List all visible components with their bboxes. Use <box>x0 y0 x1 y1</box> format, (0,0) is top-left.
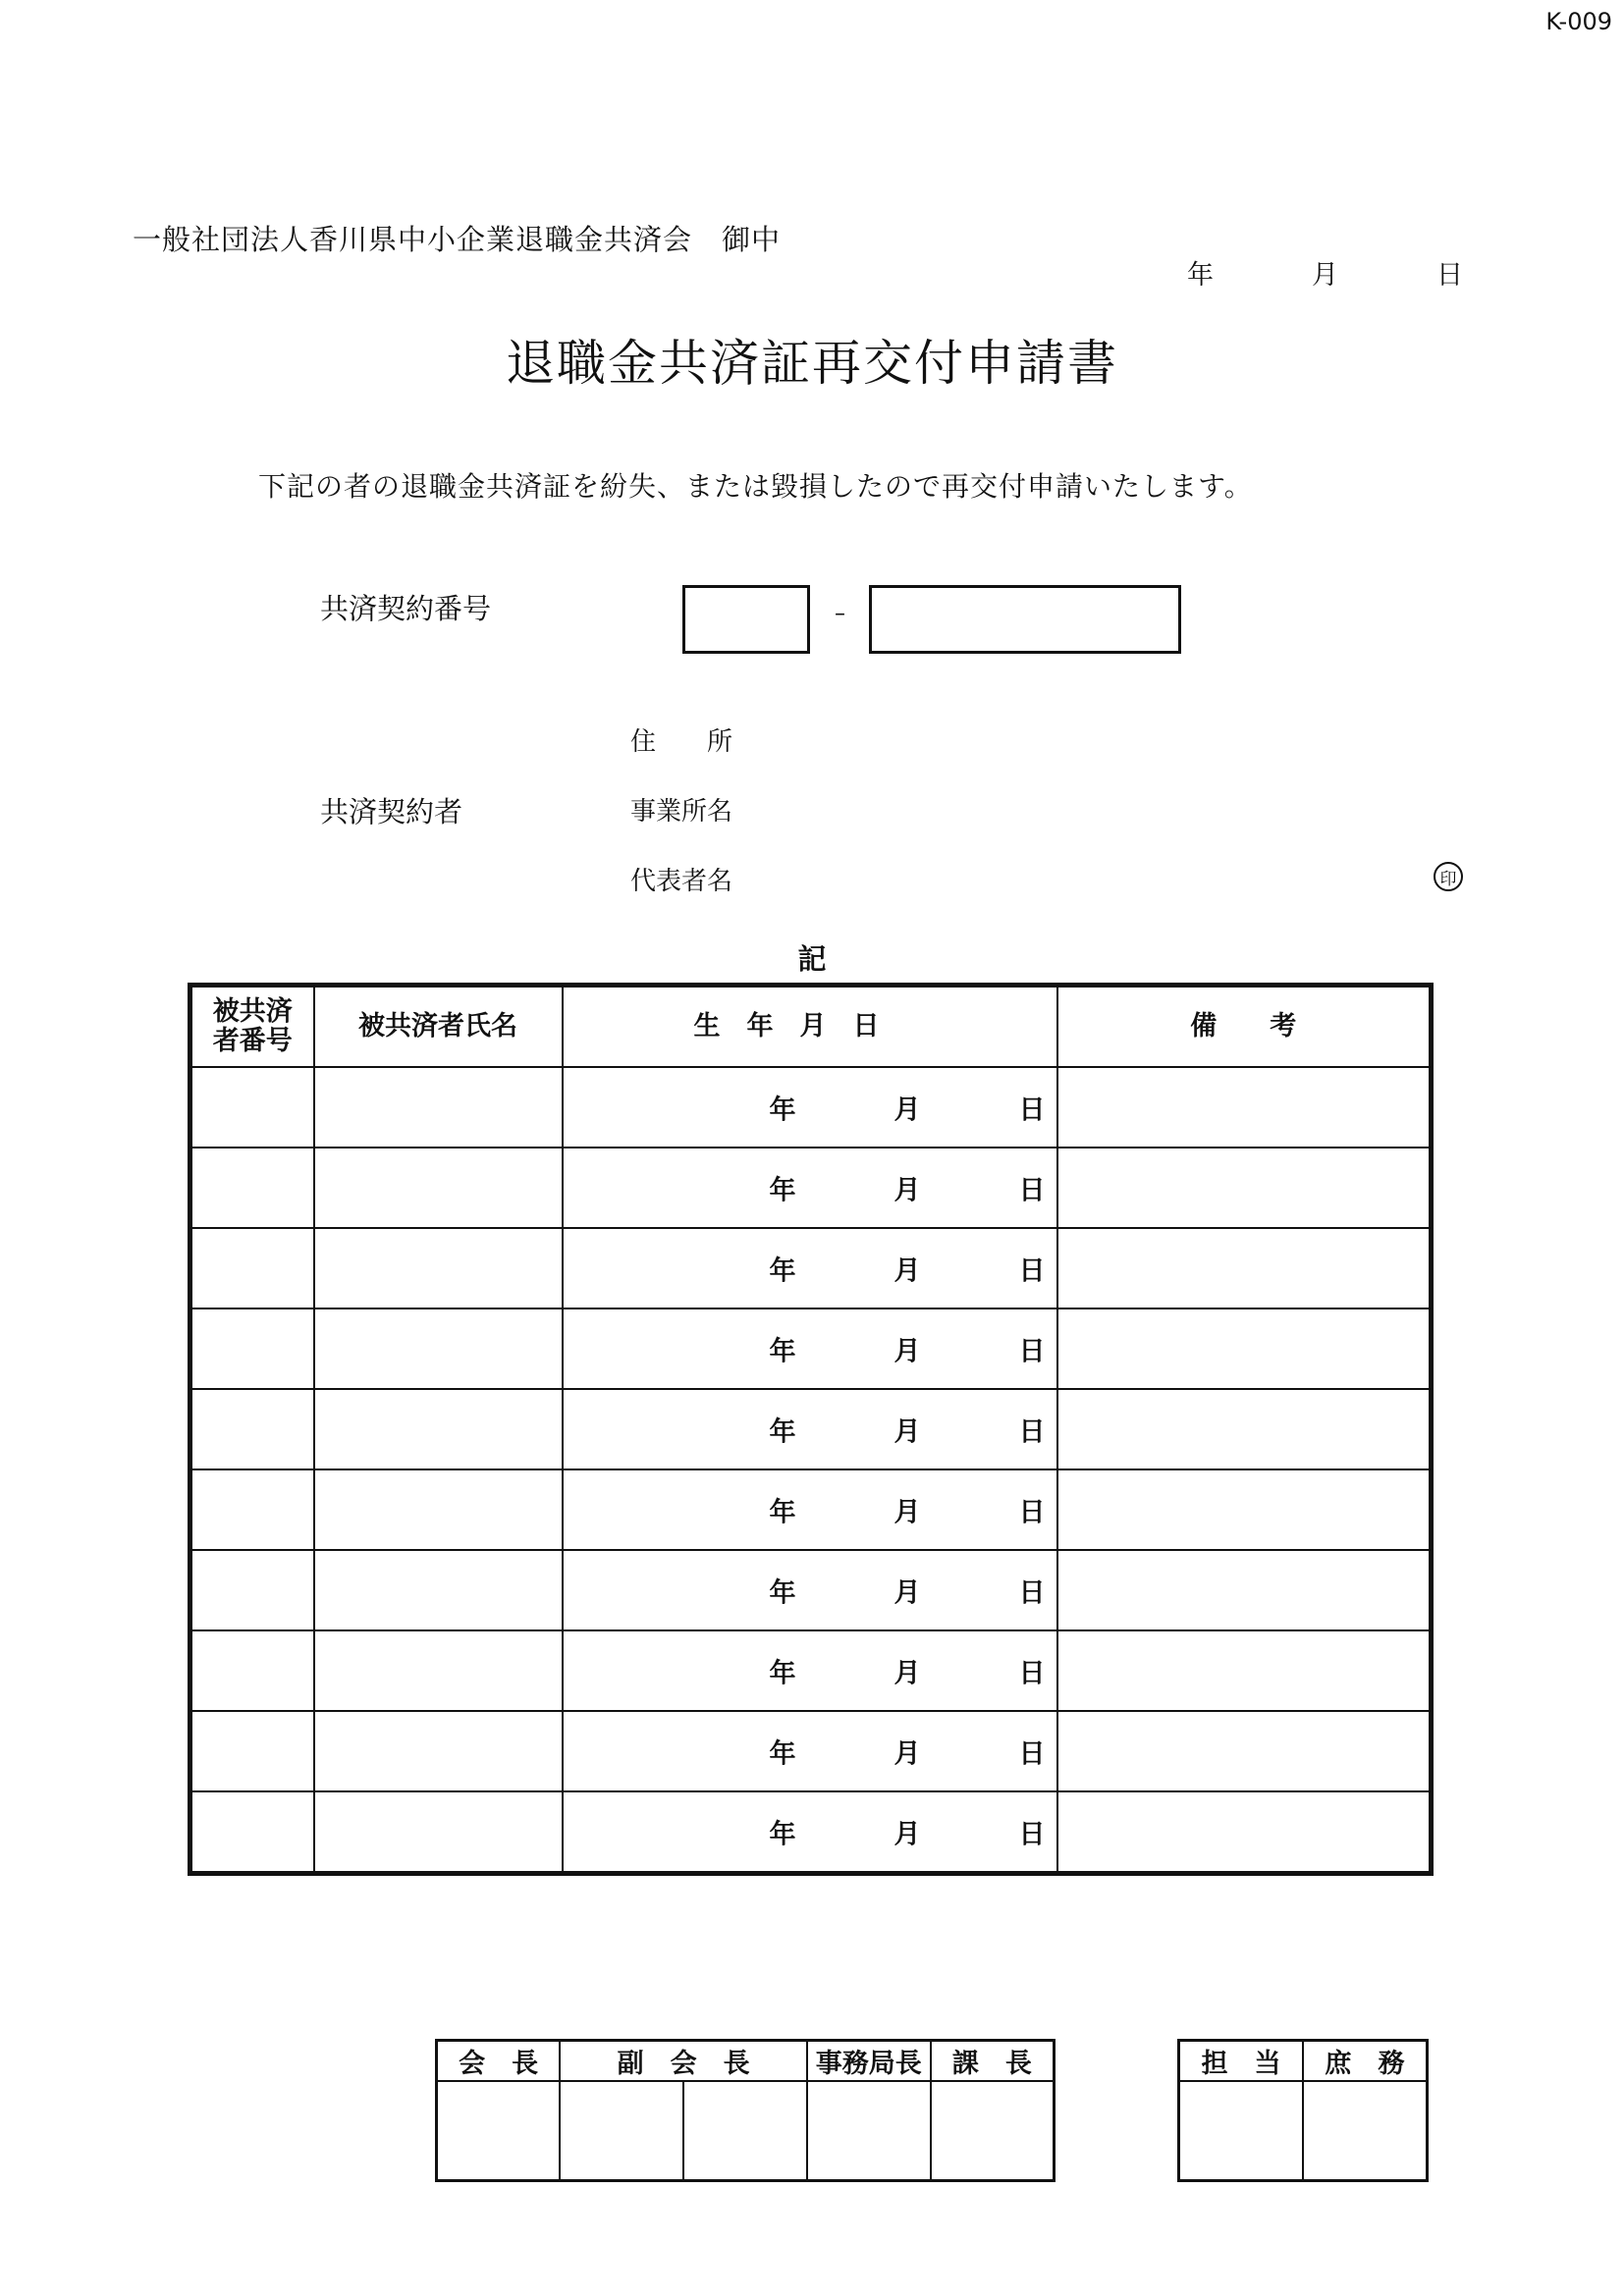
insured-number-cell[interactable] <box>190 1308 314 1389</box>
birth-year-label: 年 <box>769 1336 796 1367</box>
birth-date-cell[interactable] <box>563 1630 1057 1711</box>
birth-year-label: 年 <box>769 1255 796 1287</box>
table-row <box>190 1791 1432 1874</box>
contract-number-separator: – <box>835 602 845 626</box>
intro-text: 下記の者の退職金共済証を紛失、または毀損したので再交付申請いたします。 <box>258 470 1253 503</box>
birth-year-label: 年 <box>769 1738 796 1770</box>
remarks-cell[interactable] <box>1057 1148 1432 1228</box>
staff-header-general-affairs: 庶 務 <box>1303 2041 1428 2082</box>
birth-year-label: 年 <box>769 1095 796 1126</box>
birth-year-label: 年 <box>769 1497 796 1528</box>
birth-day-label: 日 <box>1018 1255 1046 1287</box>
approval-header-chairman: 会 長 <box>437 2041 561 2082</box>
staff-header-in-charge: 担 当 <box>1179 2041 1304 2082</box>
insured-name-cell[interactable] <box>314 1469 563 1550</box>
representative-label: 代表者名 <box>630 867 733 896</box>
ki-heading: 記 <box>797 942 827 976</box>
birth-year-label: 年 <box>769 1577 796 1609</box>
birth-year-label: 年 <box>769 1416 796 1448</box>
insured-number-cell[interactable] <box>190 1148 314 1228</box>
staff-stamp-cell[interactable] <box>1303 2081 1428 2181</box>
remarks-cell[interactable] <box>1057 1067 1432 1148</box>
approval-stamp-cell[interactable] <box>807 2081 931 2181</box>
birth-day-label: 日 <box>1018 1577 1046 1609</box>
insured-number-cell[interactable] <box>190 1711 314 1791</box>
insured-name-cell[interactable] <box>314 1630 563 1711</box>
birth-day-label: 日 <box>1018 1658 1046 1689</box>
insured-number-cell[interactable] <box>190 1630 314 1711</box>
birth-month-label: 月 <box>893 1738 921 1770</box>
date-month-label: 月 <box>1312 260 1338 291</box>
table-row <box>190 1308 1432 1389</box>
contractor-label: 共済契約者 <box>320 795 463 828</box>
birth-month-label: 月 <box>893 1658 921 1689</box>
insured-name-cell[interactable] <box>314 1148 563 1228</box>
approval-header-vice-chairman: 副 会 長 <box>560 2041 807 2082</box>
insured-number-cell[interactable] <box>190 1067 314 1148</box>
approval-stamp-cell[interactable] <box>437 2081 561 2181</box>
birth-year-label: 年 <box>769 1819 796 1850</box>
table-row <box>190 1711 1432 1791</box>
approval-stamp-cell[interactable] <box>560 2081 683 2181</box>
birth-month-label: 月 <box>893 1497 921 1528</box>
birth-date-cell[interactable] <box>563 1550 1057 1630</box>
insured-name-cell[interactable] <box>314 1228 563 1308</box>
table-row <box>190 1228 1432 1308</box>
business-name-label: 事業所名 <box>630 797 733 827</box>
birth-year-label: 年 <box>769 1175 796 1206</box>
seal-mark: 印 <box>1434 862 1463 891</box>
header-insured-number-line1: 被共済 <box>212 996 293 1028</box>
birth-year-label: 年 <box>769 1658 796 1689</box>
birth-date-cell[interactable] <box>563 1469 1057 1550</box>
birth-month-label: 月 <box>893 1095 921 1126</box>
insured-number-cell[interactable] <box>190 1228 314 1308</box>
header-insured-number <box>190 986 314 1068</box>
date-year-label: 年 <box>1187 260 1214 291</box>
birth-month-label: 月 <box>893 1577 921 1609</box>
table-row <box>190 1389 1432 1469</box>
remarks-cell[interactable] <box>1057 1711 1432 1791</box>
birth-date-cell[interactable] <box>563 1228 1057 1308</box>
remarks-cell[interactable] <box>1057 1550 1432 1630</box>
contract-number-part2-field[interactable] <box>869 585 1181 654</box>
table-row <box>190 1148 1432 1228</box>
remarks-cell[interactable] <box>1057 1630 1432 1711</box>
remarks-cell[interactable] <box>1057 1228 1432 1308</box>
remarks-cell[interactable] <box>1057 1791 1432 1874</box>
date-day-label: 日 <box>1436 260 1463 291</box>
insured-name-cell[interactable] <box>314 1550 563 1630</box>
staff-stamp-cell[interactable] <box>1179 2081 1304 2181</box>
remarks-cell[interactable] <box>1057 1389 1432 1469</box>
birth-date-cell[interactable] <box>563 1389 1057 1469</box>
insured-name-cell[interactable] <box>314 1389 563 1469</box>
approval-header-section-chief: 課 長 <box>931 2041 1055 2082</box>
birth-date-cell[interactable] <box>563 1067 1057 1148</box>
page-title: 退職金共済証再交付申請書 <box>506 335 1118 392</box>
insured-number-cell[interactable] <box>190 1550 314 1630</box>
table-header-row <box>190 986 1432 1068</box>
birth-day-label: 日 <box>1018 1175 1046 1206</box>
birth-day-label: 日 <box>1018 1497 1046 1528</box>
birth-date-cell[interactable] <box>563 1711 1057 1791</box>
birth-month-label: 月 <box>893 1336 921 1367</box>
approval-stamp-table <box>435 2039 1056 2182</box>
insured-number-cell[interactable] <box>190 1791 314 1874</box>
birth-month-label: 月 <box>893 1255 921 1287</box>
staff-stamp-table <box>1177 2039 1429 2182</box>
header-birth-date: 生 年 月 日 <box>563 986 1057 1068</box>
insured-name-cell[interactable] <box>314 1791 563 1874</box>
contract-number-part1-field[interactable] <box>682 585 810 654</box>
insured-persons-table <box>188 983 1434 1876</box>
birth-month-label: 月 <box>893 1416 921 1448</box>
approval-header-secretary-general: 事務局長 <box>807 2041 931 2082</box>
header-insured-number-line2: 者番号 <box>212 1026 293 1056</box>
insured-name-cell[interactable] <box>314 1711 563 1791</box>
form-code: K-009 <box>1545 8 1612 35</box>
birth-date-cell[interactable] <box>563 1308 1057 1389</box>
birth-day-label: 日 <box>1018 1336 1046 1367</box>
birth-day-label: 日 <box>1018 1738 1046 1770</box>
header-remarks: 備 考 <box>1057 986 1432 1068</box>
birth-month-label: 月 <box>893 1175 921 1206</box>
table-row <box>190 1067 1432 1148</box>
table-row <box>190 1550 1432 1630</box>
birth-day-label: 日 <box>1018 1095 1046 1126</box>
table-row <box>190 1469 1432 1550</box>
contract-number-label: 共済契約番号 <box>320 592 492 625</box>
insured-name-cell[interactable] <box>314 1067 563 1148</box>
address-label: 住 所 <box>630 727 733 757</box>
birth-month-label: 月 <box>893 1819 921 1850</box>
header-insured-name: 被共済者氏名 <box>314 986 563 1068</box>
insured-name-cell[interactable] <box>314 1308 563 1389</box>
insured-number-cell[interactable] <box>190 1469 314 1550</box>
approval-stamp-cell[interactable] <box>931 2081 1055 2181</box>
remarks-cell[interactable] <box>1057 1308 1432 1389</box>
table-row <box>190 1630 1432 1711</box>
birth-day-label: 日 <box>1018 1819 1046 1850</box>
birth-date-cell[interactable] <box>563 1791 1057 1874</box>
remarks-cell[interactable] <box>1057 1469 1432 1550</box>
addressee: 一般社団法人香川県中小企業退職金共済会 御中 <box>133 223 782 256</box>
insured-number-cell[interactable] <box>190 1389 314 1469</box>
birth-date-cell[interactable] <box>563 1148 1057 1228</box>
approval-stamp-cell[interactable] <box>683 2081 807 2181</box>
birth-day-label: 日 <box>1018 1416 1046 1448</box>
